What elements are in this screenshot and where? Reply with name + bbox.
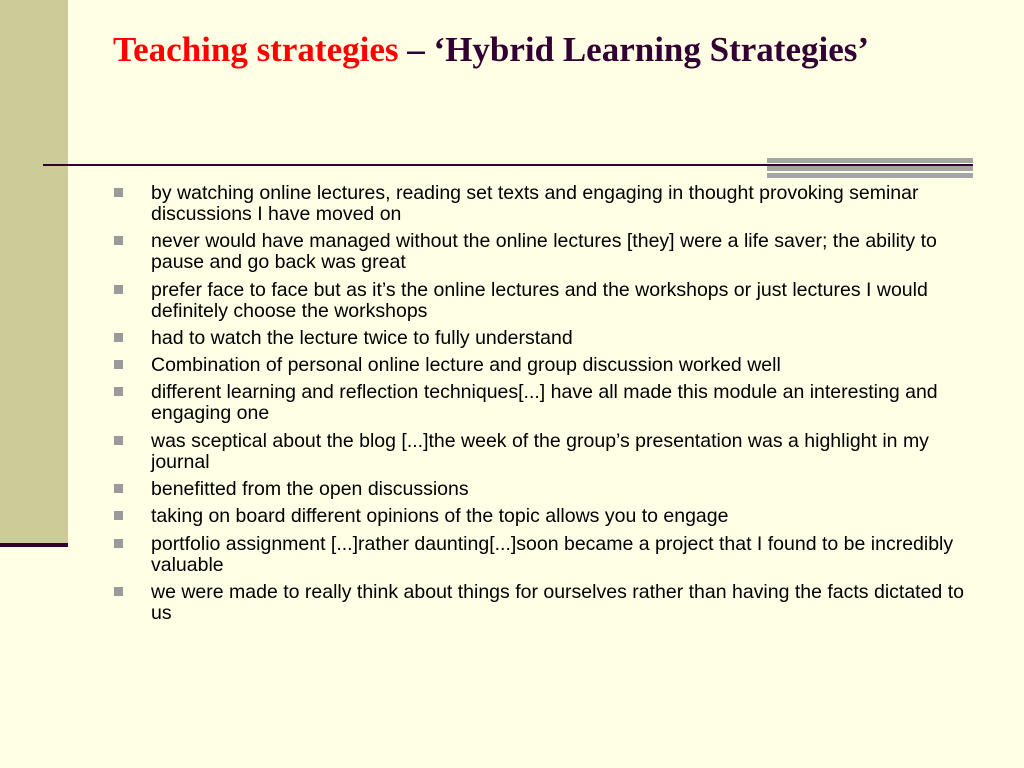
- side-decoration-line: [0, 543, 68, 547]
- bullet-item: [114, 431, 974, 473]
- slide-title-rest: – ‘Hybrid Learning Strategies’: [398, 30, 870, 69]
- bullet-item: [114, 280, 974, 322]
- bullet-text: we were made to really think about things for ourselves rather than having the facts dictated to us: [151, 580, 964, 624]
- square-bullet-icon: [114, 236, 123, 245]
- bullet-item: [114, 582, 974, 624]
- bullet-text: by watching online lectures, reading set texts and engaging in thought provoking seminar discussions I have moved on: [151, 182, 919, 225]
- bullet-item: [114, 231, 974, 273]
- bullet-item: [114, 382, 974, 424]
- bullet-item: [114, 328, 974, 349]
- square-bullet-icon: [114, 484, 123, 493]
- bullet-text: was sceptical about the blog [...]the week of the group’s presentation was a highlight in my journal: [151, 429, 929, 473]
- accent-stripe: [767, 173, 973, 178]
- square-bullet-icon: [114, 539, 123, 548]
- bullet-text: had to watch the lecture twice to fully understand: [151, 326, 573, 349]
- title-accent-bar: [767, 158, 973, 178]
- square-bullet-icon: [114, 360, 123, 369]
- bullet-text: different learning and reflection techniques[...] have all made this module an interesting and engaging one: [151, 381, 938, 425]
- bullet-text: taking on board different opinions of the topic allows you to engage: [151, 505, 729, 528]
- bullet-text: Combination of personal online lecture and group discussion worked well: [151, 354, 781, 377]
- bullet-item: [114, 506, 974, 527]
- bullet-item: [114, 534, 974, 576]
- square-bullet-icon: [114, 387, 123, 396]
- bullet-text: never would have managed without the online lectures [they] were a life saver; the ability to pause and go back was great: [151, 230, 937, 274]
- square-bullet-icon: [114, 285, 123, 294]
- square-bullet-icon: [114, 511, 123, 520]
- accent-stripe: [767, 166, 973, 171]
- bullet-list: [114, 183, 974, 630]
- square-bullet-icon: [114, 587, 123, 596]
- slide-title: [113, 28, 873, 71]
- bullet-text: benefitted from the open discussions: [151, 478, 469, 501]
- bullet-item: [114, 479, 974, 500]
- side-decoration-band: [0, 0, 68, 545]
- bullet-item: [114, 183, 974, 225]
- bullet-item: [114, 355, 974, 376]
- bullet-text: prefer face to face but as it’s the online lectures and the workshops or just lectures I would definitely choose the workshops: [151, 278, 928, 322]
- slide-title-accent: Teaching strategies: [113, 30, 399, 69]
- accent-stripe: [767, 158, 973, 163]
- square-bullet-icon: [114, 436, 123, 445]
- bullet-text: portfolio assignment [...]rather daunting[...]soon became a project that I found to be incredibly valuable: [151, 532, 954, 576]
- square-bullet-icon: [114, 333, 123, 342]
- square-bullet-icon: [114, 188, 123, 197]
